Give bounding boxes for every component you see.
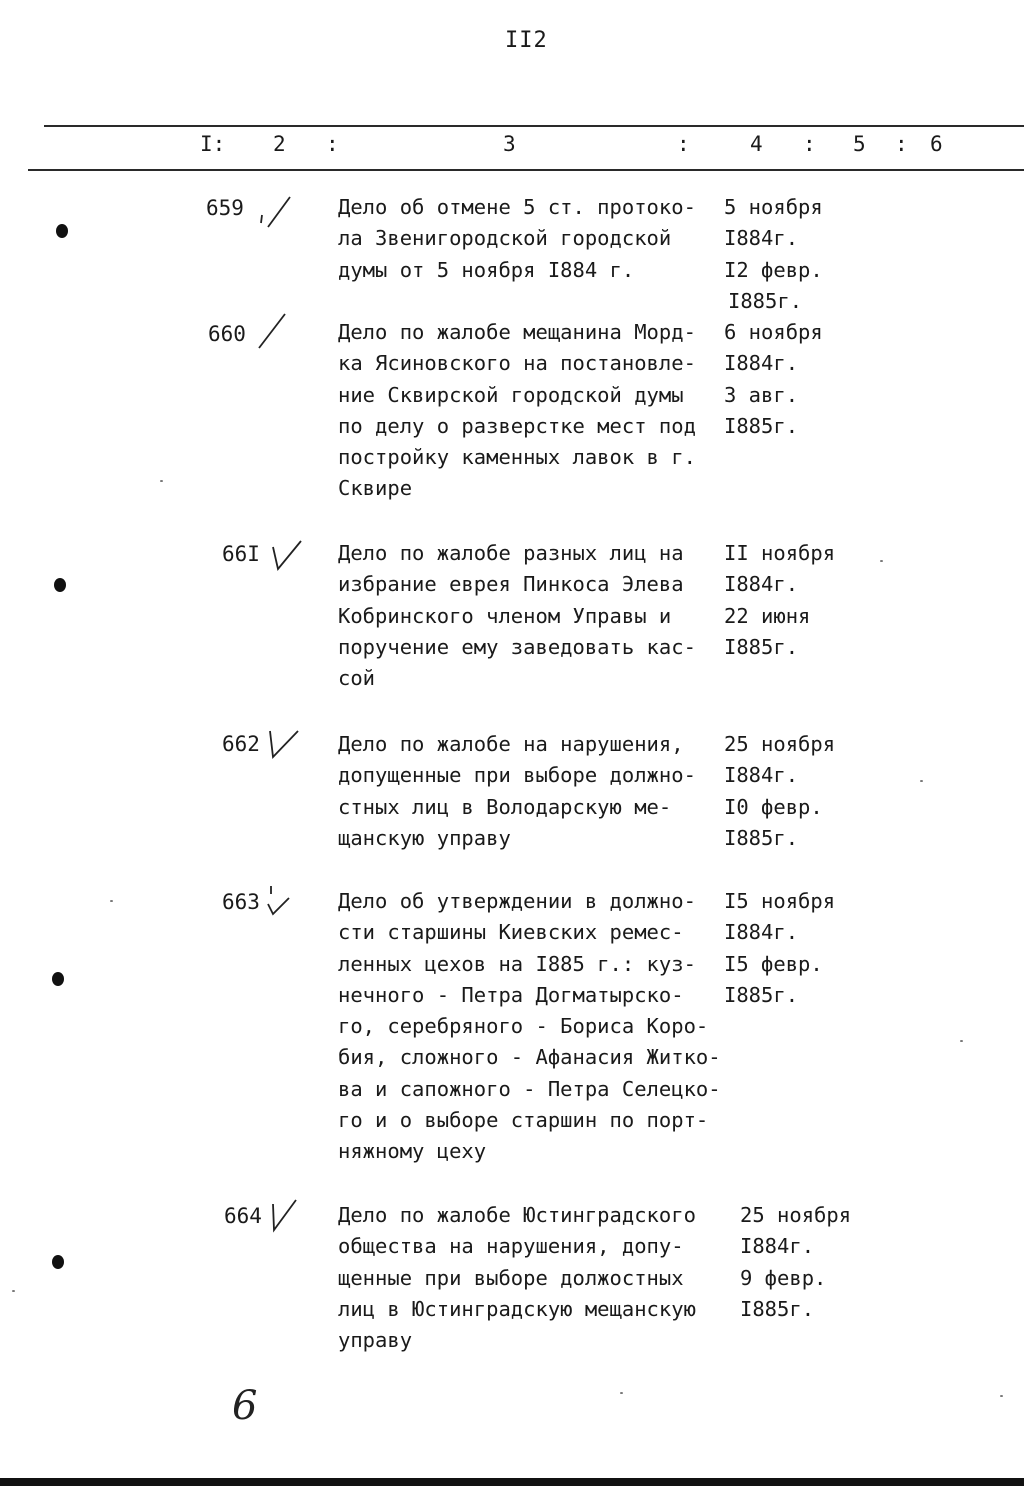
date-line: I885г.	[728, 288, 803, 313]
column-header-2: 2	[273, 132, 286, 156]
date-line: I884г.	[724, 226, 799, 251]
date-line: I884г.	[724, 763, 799, 788]
column-separator: :	[677, 132, 690, 156]
scan-speck	[920, 780, 923, 782]
entry-number: 66I	[222, 542, 260, 566]
description-line: сой	[338, 666, 376, 691]
entry-dates	[724, 192, 823, 317]
date-line: I885г.	[724, 634, 799, 659]
description-line: го, серебряного - Бориса Коро-	[338, 1014, 709, 1039]
check-mark-icon	[269, 535, 303, 573]
date-line: 3 авг.	[724, 382, 799, 407]
entry-description	[338, 1200, 696, 1356]
description-line: Дело по жалобе на нарушения,	[338, 732, 684, 756]
entry-number: 664	[224, 1204, 262, 1228]
column-header-5: 5	[853, 132, 866, 156]
description-line: общества на нарушения, допу-	[338, 1234, 684, 1259]
entry-number: 660	[208, 322, 246, 346]
check-mark-icon	[265, 882, 299, 920]
check-mark-icon	[268, 1196, 302, 1234]
date-line: I0 февр.	[724, 794, 823, 819]
page-number: II2	[505, 28, 548, 53]
entry-description	[338, 886, 721, 1168]
description-line: думы от 5 ноября I884 г.	[338, 257, 635, 282]
binding-hole	[52, 1255, 64, 1269]
description-line: по делу о разверстке мест под	[338, 413, 696, 438]
binding-hole	[54, 578, 66, 592]
entry-description	[338, 729, 696, 854]
date-line: 25 ноября	[724, 732, 836, 756]
description-line: ние Сквирской городской думы	[338, 382, 684, 407]
date-line: 5 ноября	[724, 195, 823, 219]
column-header-3: 3	[503, 132, 516, 156]
description-line: лиц в Юстинградскую мещанскую	[338, 1296, 696, 1321]
description-line: поручение ему заведовать кас-	[338, 634, 696, 659]
entry-dates	[724, 317, 823, 442]
column-header-1: I:	[200, 132, 226, 156]
scan-speck	[1000, 1395, 1003, 1397]
description-line: нечного - Петра Догматырско-	[338, 982, 684, 1007]
scan-speck	[12, 1290, 15, 1292]
binding-hole	[52, 972, 64, 986]
binding-hole	[56, 224, 68, 238]
scan-speck	[960, 1040, 963, 1042]
description-line: го и о выборе старшин по порт-	[338, 1108, 709, 1133]
date-line: I884г.	[724, 351, 799, 376]
date-line: I884г.	[724, 572, 799, 597]
date-line: I5 февр.	[724, 951, 823, 976]
description-line: стных лиц в Володарскую ме-	[338, 794, 672, 819]
column-separator: :	[803, 132, 816, 156]
check-mark-icon	[255, 312, 289, 350]
date-line: II ноября	[724, 541, 836, 565]
description-line: Дело по жалобе разных лиц на	[338, 541, 684, 565]
entry-description	[338, 192, 696, 286]
date-line: 9 февр.	[740, 1265, 827, 1290]
entry-number: 663	[222, 890, 260, 914]
date-line: I885г.	[724, 413, 799, 438]
entry-description	[338, 317, 696, 505]
date-line: 25 ноября	[740, 1203, 852, 1227]
entry-dates	[724, 538, 835, 663]
description-line: избрание еврея Пинкоса Элева	[338, 572, 684, 597]
description-line: Дело по жалобе мещанина Морд-	[338, 320, 696, 344]
date-line: I885г.	[740, 1296, 815, 1321]
description-line: бия, сложного - Афанасия Житко-	[338, 1045, 721, 1070]
entry-dates	[740, 1200, 851, 1325]
entry-dates	[724, 886, 835, 1011]
description-line: ва и сапожного - Петра Селецко-	[338, 1076, 721, 1101]
scan-speck	[620, 1392, 623, 1394]
column-header-6: 6	[930, 132, 943, 156]
column-header-4: 4	[750, 132, 763, 156]
entry-number: 659	[206, 196, 244, 220]
column-separator: :	[326, 132, 339, 156]
check-mark-icon	[258, 193, 292, 231]
header-rule-bottom	[28, 169, 1024, 171]
description-line: управу	[338, 1328, 413, 1353]
description-line: допущенные при выборе должно-	[338, 763, 696, 788]
entry-dates	[724, 729, 835, 854]
date-line: I2 февр.	[724, 257, 823, 282]
scan-speck	[880, 560, 883, 562]
description-line: няжному цеху	[338, 1139, 487, 1164]
description-line: сти старшины Киевских ремес-	[338, 920, 684, 945]
description-line: Кобринского членом Управы и	[338, 603, 672, 628]
description-line: Дело по жалобе Юстинградского	[338, 1203, 696, 1227]
date-line: I884г.	[740, 1234, 815, 1259]
date-line: I885г.	[724, 825, 799, 850]
entry-description	[338, 538, 696, 694]
header-rule-top	[44, 125, 1024, 127]
scan-bottom-edge	[0, 1478, 1024, 1486]
description-line: щенные при выборе должостных	[338, 1265, 684, 1290]
description-line: постройку каменных лавок в г.	[338, 445, 696, 470]
date-line: I5 ноября	[724, 889, 836, 913]
date-line: 22 июня	[724, 603, 811, 628]
description-line: ленных цехов на I885 г.: куз-	[338, 951, 696, 976]
entry-number: 662	[222, 732, 260, 756]
description-line: Сквире	[338, 476, 413, 501]
description-line: ка Ясиновского на постановле-	[338, 351, 696, 376]
handwritten-note: 6	[232, 1383, 258, 1429]
scan-speck	[110, 900, 113, 902]
date-line: I885г.	[724, 982, 799, 1007]
scan-speck	[160, 480, 163, 482]
date-line: 6 ноября	[724, 320, 823, 344]
description-line: щанскую управу	[338, 825, 511, 850]
description-line: ла Звенигородской городской	[338, 226, 672, 251]
column-separator: :	[895, 132, 908, 156]
date-line: I884г.	[724, 920, 799, 945]
description-line: Дело об отмене 5 ст. протоко-	[338, 195, 696, 219]
check-mark-icon	[266, 725, 300, 763]
description-line: Дело об утверждении в должно-	[338, 889, 696, 913]
